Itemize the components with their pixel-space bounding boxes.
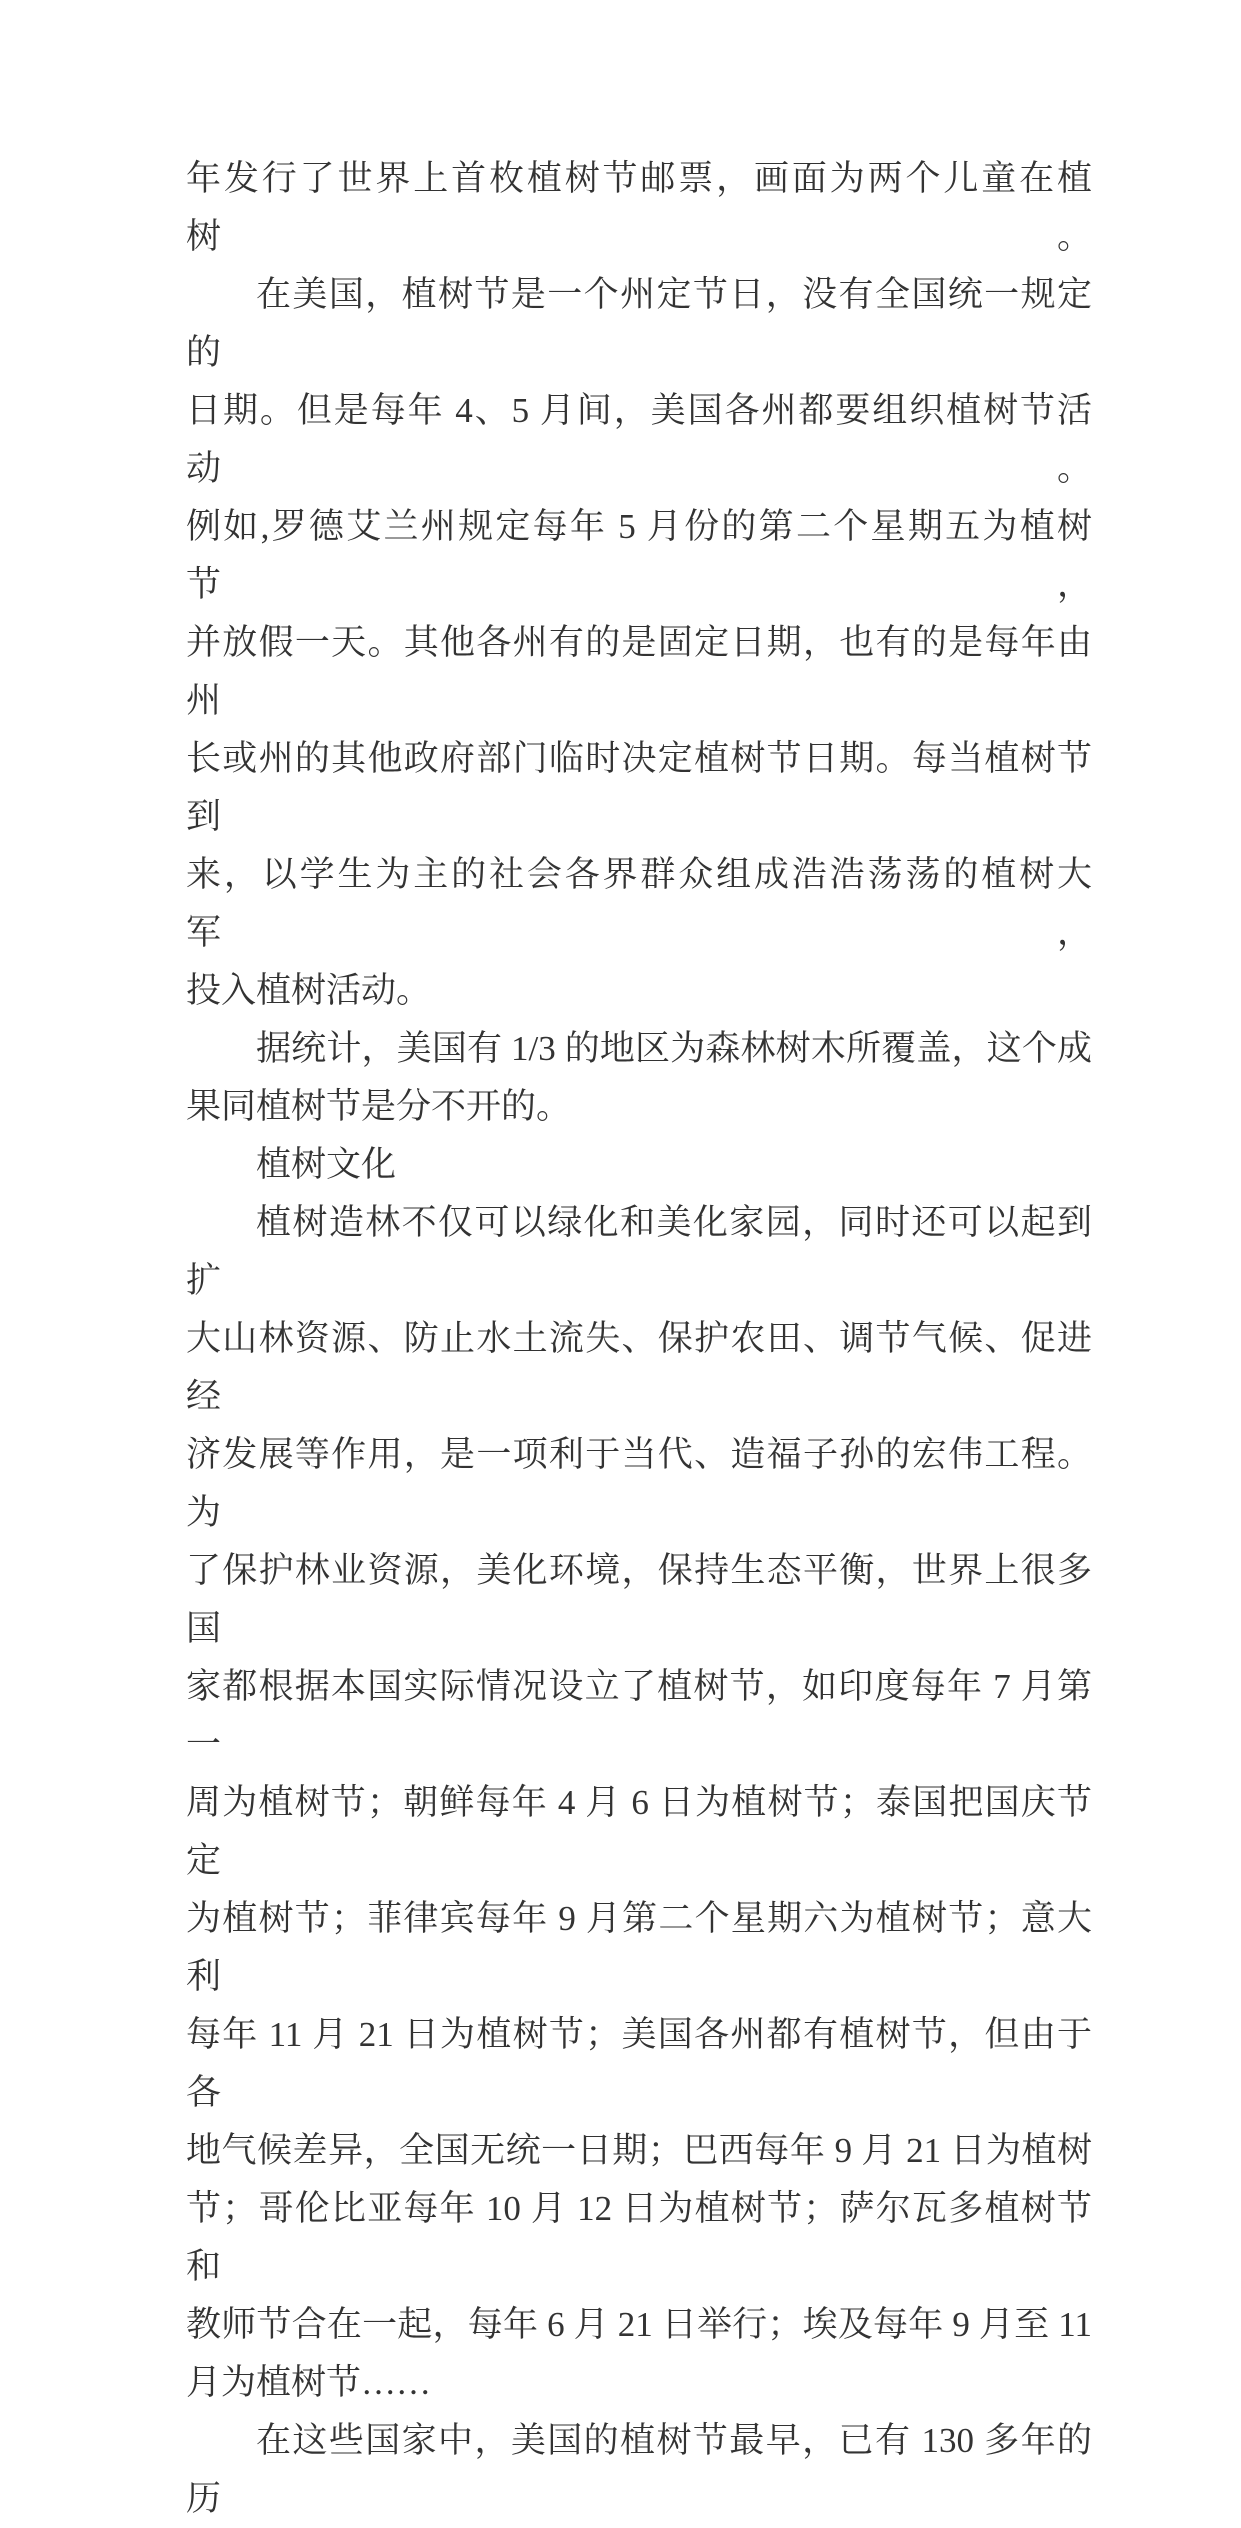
text-line: 周为植树节；朝鲜每年 4 月 6 日为植树节；泰国把国庆节定 [186,1783,1092,1880]
text-line: 年发行了世界上首枚植树节邮票，画面为两个儿童在植树。 [186,159,1092,256]
text-line: 并放假一天。其他各州有的是固定日期，也有的是每年由州 [186,623,1092,720]
text-line: 日期。但是每年 4、5 月间，美国各州都要组织植树节活动。 [186,391,1092,488]
text-line: 每年 11 月 21 日为植树节；美国各州都有植树节，但由于各 [186,2015,1092,2112]
text-line: 投入植树活动。 [186,971,432,1010]
text-line: 植树造林不仅可以绿化和美化家园，同时还可以起到扩 [186,1203,1092,1300]
text-line: 来，以学生为主的社会各界群众组成浩浩荡荡的植树大军， [186,855,1092,952]
text-line: 果同植树节是分不开的。 [186,1087,572,1126]
text-line: 节；哥伦比亚每年 10 月 12 日为植树节；萨尔瓦多植树节和 [186,2189,1092,2286]
text-line: 大山林资源、防止水土流失、保护农田、调节气候、促进经 [186,1319,1092,1416]
document-text-block [186,150,1092,2528]
text-line: 家都根据本国实际情况设立了植树节，如印度每年 7 月第一 [186,1667,1092,1764]
text-line: 教师节合在一起，每年 6 月 21 日举行；埃及每年 9 月至 11 [186,2305,1092,2344]
text-line: 在这些国家中，美国的植树节最早，已有 130 多年的历 [186,2421,1092,2518]
text-line: 在美国，植树节是一个州定节日，没有全国统一规定的 [186,275,1092,372]
text-line: 据统计，美国有 1/3 的地区为森林树木所覆盖，这个成 [256,1029,1092,1068]
text-line: 例如,罗德艾兰州规定每年 5 月份的第二个星期五为植树节， [186,507,1092,604]
text-line: 月为植树节…… [186,2363,432,2402]
text-line: 长或州的其他政府部门临时决定植树节日期。每当植树节到 [186,739,1092,836]
text-line: 植树文化 [256,1145,397,1184]
text-line: 为植树节；菲律宾每年 9 月第二个星期六为植树节；意大利 [186,1899,1092,1996]
text-line: 地气候差异，全国无统一日期；巴西每年 9 月 21 日为植树 [186,2131,1092,2170]
text-line: 了保护林业资源，美化环境，保持生态平衡，世界上很多国 [186,1551,1092,1648]
text-line: 济发展等作用，是一项利于当代、造福子孙的宏伟工程。为 [186,1435,1092,1532]
